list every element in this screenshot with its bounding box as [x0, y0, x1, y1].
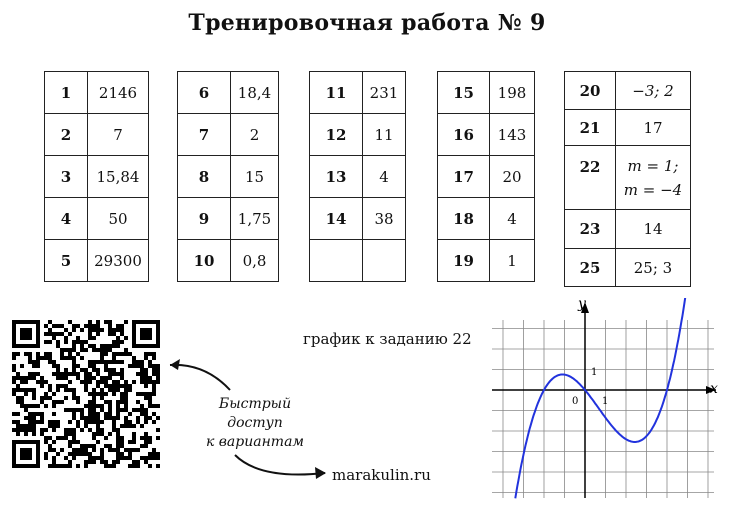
answers-table-4	[437, 71, 535, 282]
task-number: 9	[178, 198, 231, 240]
task-answer: 2	[231, 114, 279, 156]
task-number: 17	[438, 156, 490, 198]
quick-access-text	[200, 395, 310, 452]
arrow-to-site	[235, 455, 325, 475]
task-number: 18	[438, 198, 490, 240]
task-answer: 0,8	[231, 240, 279, 282]
task-number: 10	[178, 240, 231, 282]
arrow-to-qr	[170, 365, 230, 390]
x-axis-label: x	[710, 381, 718, 397]
answers-table-5	[564, 71, 691, 287]
quick-access-line: доступ	[227, 415, 283, 431]
graph-caption: график к заданию 22	[303, 330, 472, 348]
task-number: 4	[45, 198, 88, 240]
task-number: 11	[310, 72, 363, 114]
quick-access-line: к вариантам	[205, 434, 305, 450]
task-answer: 15,84	[88, 156, 149, 198]
page-title: Тренировочная работа № 9	[188, 10, 546, 36]
task-answer: 4	[363, 156, 406, 198]
task-number: 5	[45, 240, 88, 282]
task-number: 15	[438, 72, 490, 114]
task-answer: −3; 2	[616, 72, 691, 110]
task-number: 19	[438, 240, 490, 282]
task-number: 16	[438, 114, 490, 156]
task-answer: 198	[490, 72, 535, 114]
y-axis-label: y	[578, 298, 586, 312]
task-number: 20	[565, 72, 616, 110]
answer-line: m = −4	[623, 180, 683, 199]
x-tick-label: 1	[602, 396, 609, 407]
task-answer: 15	[231, 156, 279, 198]
task-answer: 25; 3	[616, 249, 691, 287]
task-number: 3	[45, 156, 88, 198]
function-graph	[490, 298, 724, 502]
task-answer: 14	[616, 210, 691, 249]
task-number: 21	[565, 110, 616, 146]
task-number: 8	[178, 156, 231, 198]
answers-table-1	[44, 71, 149, 282]
task-number: 22	[565, 146, 616, 210]
task-number: 7	[178, 114, 231, 156]
task-answer: 4	[490, 198, 535, 240]
task-answer: 50	[88, 198, 149, 240]
task-answer: 38	[363, 198, 406, 240]
task-number: 23	[565, 210, 616, 249]
task-answer	[616, 146, 691, 210]
task-answer: 1	[490, 240, 535, 282]
answers-table-3	[309, 71, 406, 282]
site-link[interactable]: marakulin.ru	[332, 466, 431, 484]
task-answer: 143	[490, 114, 535, 156]
empty-cell	[310, 240, 363, 282]
task-answer: 2146	[88, 72, 149, 114]
task-answer: 20	[490, 156, 535, 198]
task-answer: 7	[88, 114, 149, 156]
task-answer: 29300	[88, 240, 149, 282]
qr-code[interactable]	[12, 320, 160, 468]
task-answer: 17	[616, 110, 691, 146]
origin-label: 0	[572, 396, 579, 407]
quick-access-line: Быстрый	[218, 396, 292, 412]
task-number: 12	[310, 114, 363, 156]
task-number: 14	[310, 198, 363, 240]
task-number: 1	[45, 72, 88, 114]
task-number: 6	[178, 72, 231, 114]
answer-line: m = 1;	[627, 156, 679, 175]
task-answer: 11	[363, 114, 406, 156]
task-number: 2	[45, 114, 88, 156]
empty-cell	[363, 240, 406, 282]
task-answer: 1,75	[231, 198, 279, 240]
task-number: 13	[310, 156, 363, 198]
answers-table-2	[177, 71, 279, 282]
task-answer: 18,4	[231, 72, 279, 114]
task-number: 25	[565, 249, 616, 287]
task-answer: 231	[363, 72, 406, 114]
y-tick-label: 1	[591, 367, 598, 378]
